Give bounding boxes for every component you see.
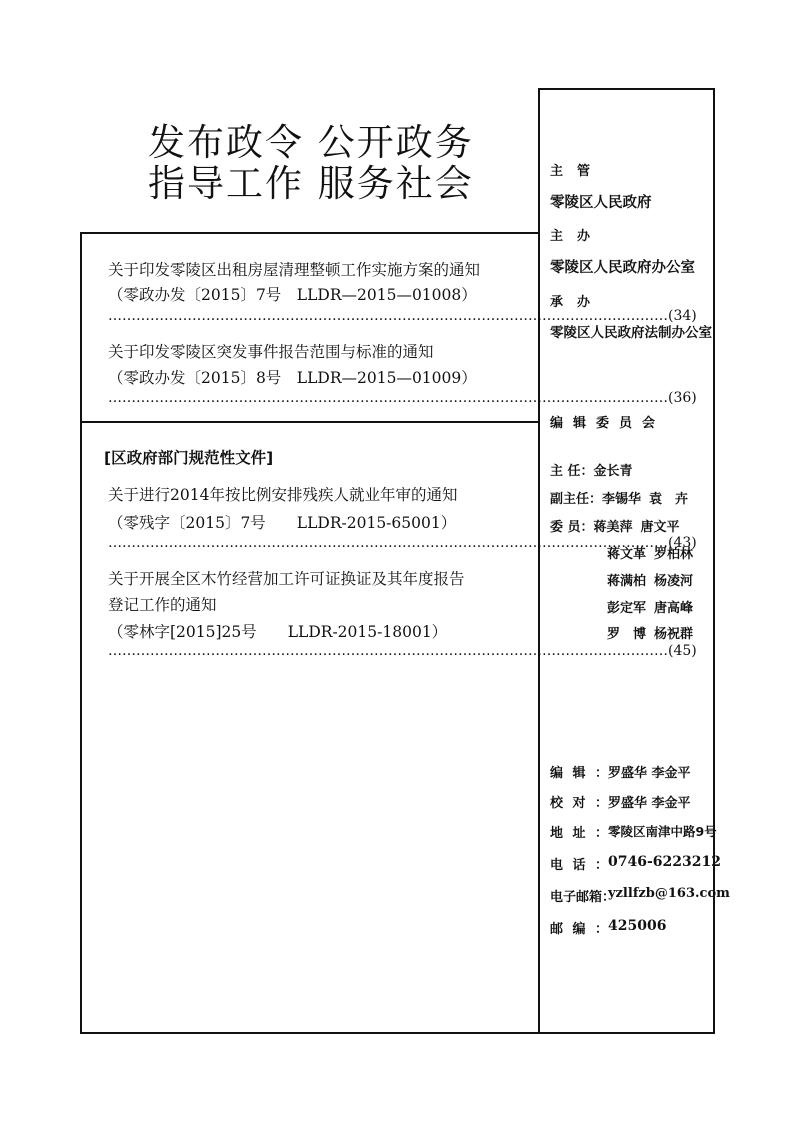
toc-page-number: (36): [668, 390, 697, 406]
members-row: [550, 516, 688, 535]
dot-leader: …………………………………………………………………………………………………………: [108, 535, 668, 551]
chair-name: 金长青: [593, 464, 633, 479]
organizer-value: 零陵区人民政府法制办公室: [550, 325, 712, 341]
chair-row: [550, 460, 633, 479]
vice-chair-label: 副主任：: [550, 492, 603, 507]
organizer-label: 承办: [550, 295, 605, 310]
info-label: 电话：: [550, 858, 608, 873]
toc-item-ref: （零残字〔2015〕7号 LLDR-2015-65001）: [108, 514, 457, 532]
toc-dot-leader: [108, 390, 697, 406]
members-row: [607, 543, 701, 562]
vice-chair-name: 李锡华: [602, 492, 642, 507]
info-row-editor: [550, 762, 691, 781]
frame-left-line: [80, 232, 82, 1034]
members-row: [607, 597, 701, 616]
members-row: [607, 623, 701, 642]
info-label: 编辑：: [550, 766, 608, 781]
info-label: 电子邮箱：: [550, 890, 616, 905]
member-name: 杨祝群: [654, 627, 694, 642]
members-row: [607, 570, 701, 589]
info-value: 0746-6223212: [608, 854, 721, 870]
toc-dot-leader: [108, 308, 697, 324]
dot-leader: …………………………………………………………………………………………………………: [108, 643, 668, 659]
info-label: 校对：: [550, 796, 608, 811]
member-name: 罗柏林: [654, 547, 694, 562]
toc-dot-leader: [108, 535, 697, 551]
info-label: 地址：: [550, 826, 608, 841]
info-label: 邮编：: [550, 922, 608, 937]
members-label: 委 员：: [550, 520, 594, 535]
sponsor-label: 主办: [550, 229, 605, 244]
toc-item-title: 关于开展全区木竹经营加工许可证换证及其年度报告: [108, 570, 465, 588]
frame-bottom-line: [80, 1032, 715, 1034]
info-value: 罗盛华 李金平: [608, 796, 691, 811]
info-value: yzllfzb@163.com: [608, 886, 730, 901]
member-name: 杨凌河: [654, 574, 694, 589]
member-name: 唐高峰: [654, 601, 694, 616]
toc-item-ref: （零政办发〔2015〕7号 LLDR—2015—01008）: [108, 286, 477, 304]
toc-item-title: 关于印发零陵区突发事件报告范围与标准的通知: [108, 343, 434, 361]
toc-item-title: 关于印发零陵区出租房屋清理整顿工作实施方案的通知: [108, 261, 481, 279]
info-row-proofreader: [550, 792, 691, 811]
member-name: 蒋文革: [607, 547, 647, 562]
supervisor-value: 零陵区人民政府: [550, 195, 652, 211]
supervisor-label: 主管: [550, 164, 605, 179]
info-value: 425006: [608, 918, 667, 934]
chair-label: 主 任：: [550, 464, 594, 479]
toc-item-title-continued: 登记工作的通知: [108, 596, 217, 614]
frame-top-line: [538, 88, 715, 90]
vice-chair-name: 袁 卉: [649, 492, 689, 507]
dot-leader: …………………………………………………………………………………………………………: [108, 308, 668, 324]
toc-page-number: (43): [668, 535, 697, 551]
toc-item-ref: （零林字[2015]25号 LLDR-2015-18001）: [108, 623, 448, 641]
info-row-email: [550, 886, 730, 905]
member-name: 蒋满柏: [607, 574, 647, 589]
toc-item-title: 关于进行2014年按比例安排残疾人就业年审的通知: [108, 486, 458, 504]
toc-page-number: (45): [668, 643, 697, 659]
section-heading: [区政府部门规范性文件]: [104, 449, 274, 467]
info-row-phone: [550, 854, 721, 873]
toc-box-divider-line: [80, 421, 540, 423]
info-value: 罗盛华 李金平: [608, 766, 691, 781]
toc-item-ref: （零政办发〔2015〕8号 LLDR—2015—01009）: [108, 369, 477, 387]
toc-box-top-line: [80, 232, 540, 234]
toc-dot-leader: [108, 643, 697, 659]
sponsor-value: 零陵区人民政府办公室: [550, 260, 695, 276]
toc-page-number: (34): [668, 308, 697, 324]
member-name: 罗 博: [607, 627, 647, 642]
dot-leader: …………………………………………………………………………………………………………: [108, 390, 668, 406]
member-name: 彭定军: [607, 601, 647, 616]
committee-label: 编辑委员会: [550, 416, 666, 431]
vice-chair-row: [550, 488, 696, 507]
slogan-line-1: 发布政令 公开政务: [148, 121, 474, 164]
member-name: 蒋美萍: [593, 520, 633, 535]
slogan-line-2: 指导工作 服务社会: [148, 162, 474, 205]
frame-sidebar-left-line: [538, 88, 540, 1034]
info-row-address: [550, 822, 717, 841]
info-row-postcode: [550, 918, 666, 937]
member-name: 唐文平: [640, 520, 680, 535]
info-value: 零陵区南津中路9号: [608, 824, 717, 839]
